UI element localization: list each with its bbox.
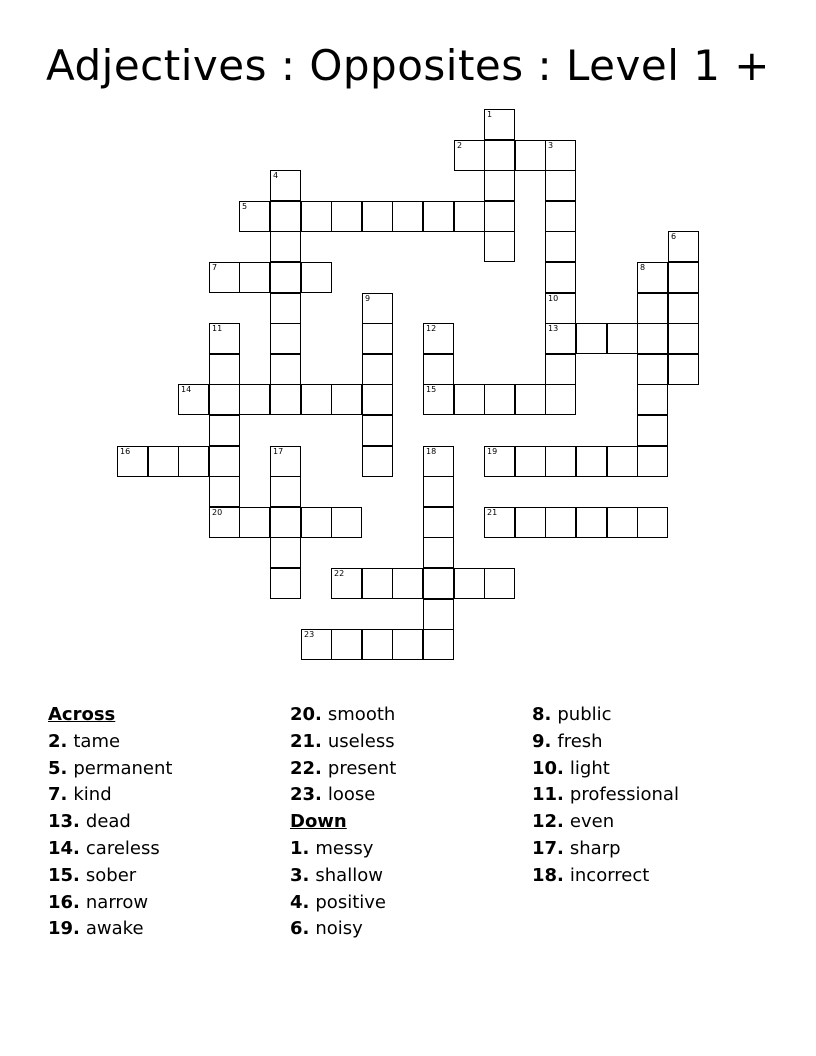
clue-text: kind [73, 784, 112, 806]
grid-cell[interactable] [270, 537, 301, 568]
grid-cell[interactable] [301, 507, 332, 538]
clue-number: 14. [48, 837, 80, 859]
down-clue [532, 729, 679, 756]
clue-number: 15. [48, 864, 80, 886]
clue-text: shallow [315, 864, 383, 886]
clue-number: 8 [640, 263, 646, 272]
grid-cell[interactable] [515, 507, 546, 538]
grid-cell[interactable] [362, 201, 393, 232]
down-clue [532, 756, 679, 783]
down-clue [532, 863, 679, 890]
grid-cell[interactable] [545, 201, 576, 232]
clue-number: 5. [48, 757, 68, 779]
grid-cell[interactable] [331, 201, 362, 232]
grid-cell[interactable] [545, 446, 576, 477]
across-clue [48, 863, 172, 890]
clue-number: 20. [290, 704, 322, 725]
grid-cell[interactable] [545, 354, 576, 385]
clue-number: 23. [290, 784, 322, 806]
across-heading: Across [48, 704, 116, 725]
grid-cell[interactable] [362, 568, 393, 599]
grid-cell[interactable] [423, 476, 454, 507]
down-heading: Down [290, 811, 347, 833]
grid-cell[interactable] [637, 293, 668, 324]
clue-number: 2. [48, 730, 68, 752]
clue-number: 22. [290, 757, 322, 779]
clue-number: 12 [426, 324, 437, 333]
clue-number: 17. [532, 837, 564, 859]
grid-cell[interactable] [454, 384, 485, 415]
grid-cell[interactable] [362, 415, 393, 446]
grid-cell[interactable] [668, 293, 699, 324]
grid-cell[interactable] [637, 507, 668, 538]
grid-cell[interactable] [209, 507, 240, 538]
grid-cell[interactable] [545, 262, 576, 293]
grid-cell[interactable] [209, 354, 240, 385]
grid-cell[interactable] [576, 446, 607, 477]
grid-cell[interactable] [270, 231, 301, 262]
clue-text: present [327, 757, 397, 779]
clue-number: 19 [487, 447, 498, 456]
across-clue [290, 756, 396, 783]
grid-cell[interactable] [423, 568, 454, 599]
clue-number: 16. [48, 891, 80, 913]
grid-cell[interactable] [301, 262, 332, 293]
clue-number: 5 [242, 202, 248, 211]
clue-number: 18. [532, 864, 564, 886]
grid-cell[interactable] [454, 140, 485, 171]
clue-text: careless [85, 837, 160, 859]
grid-cell[interactable] [270, 170, 301, 201]
grid-cell[interactable] [270, 354, 301, 385]
grid-cell[interactable] [270, 323, 301, 354]
grid-cell[interactable] [545, 293, 576, 324]
clue-number: 1. [290, 837, 310, 859]
grid-cell[interactable] [362, 384, 393, 415]
grid-cell[interactable] [484, 446, 515, 477]
grid-cell[interactable] [484, 109, 515, 140]
grid-cell[interactable] [209, 323, 240, 354]
grid-cell[interactable] [576, 323, 607, 354]
clue-number: 6. [290, 918, 310, 940]
clue-text: messy [315, 837, 374, 859]
across-clue [290, 729, 396, 756]
clue-number: 12. [532, 811, 564, 833]
clue-number: 14 [181, 385, 192, 394]
grid-cell[interactable] [148, 446, 179, 477]
down-clue [290, 836, 396, 863]
clue-text: permanent [73, 757, 173, 779]
clue-number: 4 [273, 171, 279, 180]
clue-text: public [557, 704, 612, 725]
clue-text: even [569, 811, 615, 833]
grid-cell[interactable] [484, 507, 515, 538]
grid-cell[interactable] [423, 537, 454, 568]
clue-text: incorrect [569, 864, 650, 886]
clue-number: 20 [212, 508, 223, 517]
grid-cell[interactable] [270, 293, 301, 324]
across-clue [48, 809, 172, 836]
down-clue [532, 836, 679, 863]
grid-cell[interactable] [270, 262, 301, 293]
grid-cell[interactable] [515, 140, 546, 171]
grid-cell[interactable] [331, 568, 362, 599]
grid-cell[interactable] [637, 415, 668, 446]
clue-number: 10. [532, 757, 564, 779]
clue-number: 11 [212, 324, 223, 333]
grid-cell[interactable] [270, 507, 301, 538]
grid-cell[interactable] [270, 446, 301, 477]
clue-number: 16 [120, 447, 131, 456]
grid-cell[interactable] [301, 384, 332, 415]
down-clue [532, 809, 679, 836]
down-clue [290, 916, 396, 943]
clue-text: dead [85, 811, 131, 833]
grid-cell[interactable] [454, 568, 485, 599]
clue-text: sober [85, 864, 137, 886]
grid-cell[interactable] [362, 323, 393, 354]
grid-cell[interactable] [637, 262, 668, 293]
clue-number: 4. [290, 891, 310, 913]
across-clue [48, 890, 172, 917]
clue-text: narrow [85, 891, 149, 913]
clue-number: 2 [457, 141, 463, 150]
grid-cell[interactable] [545, 384, 576, 415]
grid-cell[interactable] [637, 384, 668, 415]
clue-number: 19. [48, 918, 80, 940]
grid-cell[interactable] [117, 446, 148, 477]
grid-cell[interactable] [392, 629, 423, 660]
grid-cell[interactable] [423, 446, 454, 477]
grid-cell[interactable] [301, 201, 332, 232]
grid-cell[interactable] [270, 201, 301, 232]
grid-cell[interactable] [607, 323, 638, 354]
clue-text: positive [315, 891, 386, 913]
grid-cell[interactable] [301, 629, 332, 660]
grid-cell[interactable] [239, 201, 270, 232]
clue-number: 7 [212, 263, 218, 272]
grid-cell[interactable] [484, 384, 515, 415]
grid-cell[interactable] [239, 507, 270, 538]
grid-cell[interactable] [209, 476, 240, 507]
clue-number: 13. [48, 811, 80, 833]
clue-number: 21 [487, 508, 498, 517]
clue-text: light [569, 757, 610, 779]
clue-number: 23 [304, 630, 315, 639]
grid-cell[interactable] [362, 354, 393, 385]
grid-cell[interactable] [515, 446, 546, 477]
clue-text: fresh [557, 730, 603, 752]
grid-cell[interactable] [209, 415, 240, 446]
grid-cell[interactable] [454, 201, 485, 232]
grid-cell[interactable] [423, 629, 454, 660]
across-clue [290, 702, 396, 729]
grid-cell[interactable] [209, 446, 240, 477]
grid-cell[interactable] [545, 170, 576, 201]
clue-number: 10 [548, 294, 559, 303]
clue-number: 13 [548, 324, 559, 333]
clue-number: 9. [532, 730, 552, 752]
grid-cell[interactable] [515, 384, 546, 415]
clue-number: 17 [273, 447, 284, 456]
clue-column-3 [532, 702, 679, 890]
across-clue [48, 916, 172, 943]
grid-cell[interactable] [637, 354, 668, 385]
grid-cell[interactable] [362, 446, 393, 477]
grid-cell[interactable] [392, 568, 423, 599]
grid-cell[interactable] [423, 384, 454, 415]
clue-number: 9 [365, 294, 371, 303]
clue-number: 21. [290, 730, 322, 752]
grid-cell[interactable] [607, 507, 638, 538]
across-clue [290, 782, 396, 809]
grid-cell[interactable] [270, 384, 301, 415]
across-clue [48, 756, 172, 783]
grid-cell[interactable] [331, 507, 362, 538]
grid-cell[interactable] [668, 262, 699, 293]
grid-cell[interactable] [637, 446, 668, 477]
clue-number: 6 [671, 232, 677, 241]
across-clue [48, 729, 172, 756]
grid-cell[interactable] [545, 323, 576, 354]
grid-cell[interactable] [484, 201, 515, 232]
grid-cell[interactable] [668, 323, 699, 354]
clue-number: 15 [426, 385, 437, 394]
clue-text: professional [569, 784, 679, 806]
clue-text: loose [327, 784, 376, 806]
down-clue [532, 702, 679, 729]
clue-column-1 [48, 702, 172, 943]
grid-cell[interactable] [392, 201, 423, 232]
grid-cell[interactable] [545, 507, 576, 538]
down-clue [532, 782, 679, 809]
clue-number: 11. [532, 784, 564, 806]
clue-text: useless [327, 730, 395, 752]
grid-cell[interactable] [423, 599, 454, 630]
clue-number: 7. [48, 784, 68, 806]
grid-cell[interactable] [637, 323, 668, 354]
grid-cell[interactable] [668, 231, 699, 262]
grid-cell[interactable] [178, 446, 209, 477]
grid-cell[interactable] [270, 568, 301, 599]
grid-cell[interactable] [362, 293, 393, 324]
clue-number: 8. [532, 704, 552, 725]
clue-number: 1 [487, 110, 493, 119]
grid-cell[interactable] [209, 384, 240, 415]
grid-cell[interactable] [270, 476, 301, 507]
grid-cell[interactable] [484, 568, 515, 599]
grid-cell[interactable] [423, 201, 454, 232]
grid-cell[interactable] [668, 354, 699, 385]
grid-cell[interactable] [331, 384, 362, 415]
clue-column-2 [290, 702, 396, 943]
grid-cell[interactable] [484, 170, 515, 201]
grid-cell[interactable] [484, 231, 515, 262]
grid-cell[interactable] [209, 262, 240, 293]
grid-cell[interactable] [576, 507, 607, 538]
grid-cell[interactable] [607, 446, 638, 477]
down-clue [290, 863, 396, 890]
grid-cell[interactable] [178, 384, 209, 415]
clue-text: noisy [315, 918, 363, 940]
clue-text: tame [73, 730, 121, 752]
grid-cell[interactable] [239, 384, 270, 415]
grid-cell[interactable] [239, 262, 270, 293]
grid-cell[interactable] [423, 507, 454, 538]
clue-number: 3. [290, 864, 310, 886]
grid-cell[interactable] [362, 629, 393, 660]
clue-text: smooth [327, 704, 396, 725]
across-clue [48, 782, 172, 809]
down-clue [290, 890, 396, 917]
grid-cell[interactable] [423, 323, 454, 354]
grid-cell[interactable] [545, 140, 576, 171]
clue-text: sharp [569, 837, 621, 859]
grid-cell[interactable] [423, 354, 454, 385]
grid-cell[interactable] [331, 629, 362, 660]
puzzle-title: Adjectives : Opposites : Level 1 + [46, 41, 770, 90]
clue-number: 3 [548, 141, 554, 150]
grid-cell[interactable] [484, 140, 515, 171]
across-clue [48, 836, 172, 863]
clue-number: 22 [334, 569, 345, 578]
clue-number: 18 [426, 447, 437, 456]
grid-cell[interactable] [545, 231, 576, 262]
clue-text: awake [85, 918, 144, 940]
